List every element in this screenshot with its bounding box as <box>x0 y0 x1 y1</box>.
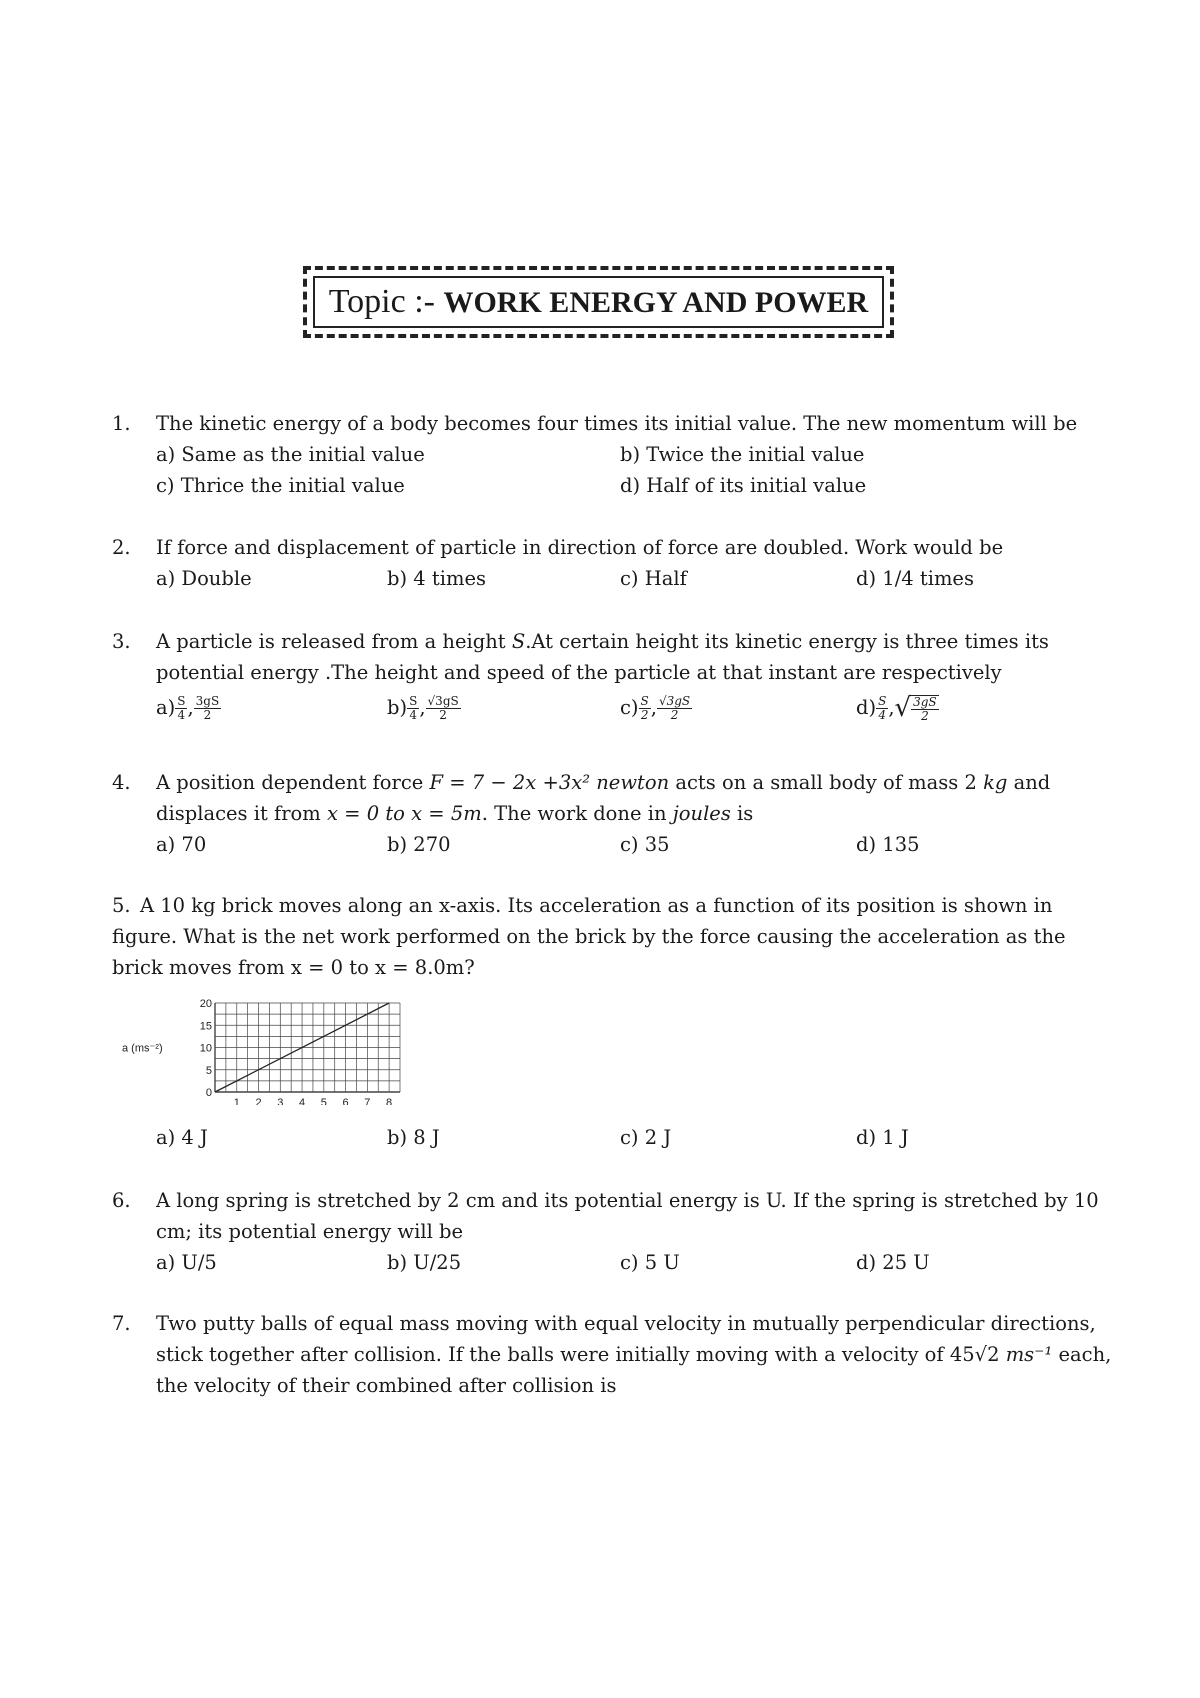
question-1 <box>112 408 1092 508</box>
question-6 <box>112 1185 1102 1285</box>
unit-joules: joules <box>672 802 731 825</box>
unit-kg: kg <box>983 771 1008 794</box>
question-text-line-1: A 10 kg brick moves along an x-axis. Its acceleration as a function of its position is shown in <box>140 894 1053 917</box>
title-box <box>303 266 894 338</box>
text-part: . The work done in <box>481 802 673 825</box>
denominator: 2 <box>439 708 447 722</box>
option-c[interactable]: c) Thrice the initial value <box>156 474 405 497</box>
y-tick-label: 0 <box>205 1087 212 1099</box>
option-b[interactable]: b) 8 J <box>387 1126 440 1149</box>
x-tick-label: 6 <box>342 1097 349 1105</box>
question-text-line-2: potential energy .The height and speed of the particle at that instant are respectively <box>156 661 1002 684</box>
option-d[interactable]: d) Half of its initial value <box>620 474 867 497</box>
range-expression: x = 0 to x = 5m <box>326 802 482 825</box>
option-c[interactable]: c) 2 J <box>620 1126 672 1149</box>
option-a[interactable]: a) 70 <box>156 833 207 856</box>
option-c[interactable]: c) 35 <box>620 833 670 856</box>
denominator: 2 <box>921 708 929 723</box>
text-part: each, <box>1052 1343 1112 1366</box>
question-3 <box>112 626 1092 736</box>
force-equation: F = 7 − 2x +3x² newton <box>429 771 670 794</box>
question-text-line-2 <box>156 798 753 829</box>
question-text: If force and displacement of particle in direction of force are doubled. Work would be <box>156 536 1004 559</box>
x-tick-label: 8 <box>386 1097 393 1105</box>
option-label: c) <box>620 696 639 719</box>
y-tick-label: 10 <box>199 1042 212 1055</box>
x-tick-label: 2 <box>255 1097 262 1105</box>
question-number: 7. <box>112 1312 131 1335</box>
denominator: 4 <box>878 708 887 722</box>
option-c[interactable]: c) 5 U <box>620 1251 680 1274</box>
option-d[interactable]: d) 1 J <box>856 1126 909 1149</box>
fraction <box>657 695 692 722</box>
option-b[interactable]: b) 270 <box>387 833 451 856</box>
numerator: S <box>640 694 649 708</box>
question-text-line-1 <box>156 767 1050 798</box>
fraction <box>194 695 222 722</box>
question-number: 6. <box>112 1189 131 1212</box>
option-label: d) <box>856 696 877 719</box>
x-tick-label: 7 <box>364 1097 371 1105</box>
denominator: 2 <box>670 708 679 722</box>
question-number: 3. <box>112 630 131 653</box>
question-5-options <box>112 1122 1092 1157</box>
y-axis-label: a (ms⁻²) <box>122 1042 163 1055</box>
numerator: √3gS <box>427 694 459 708</box>
question-number: 2. <box>112 536 131 559</box>
x-tick-label: 5 <box>320 1097 327 1105</box>
denominator: 2 <box>203 708 212 722</box>
numerator: S <box>177 694 186 708</box>
numerator: 3gS <box>913 694 937 709</box>
question-text-line-1: Two putty balls of equal mass moving with equal velocity in mutually perpendicular directions, <box>156 1312 1096 1335</box>
option-label: a) <box>156 696 176 719</box>
question-7 <box>112 1308 1112 1408</box>
numerator: S <box>878 694 887 708</box>
option-d[interactable]: d) $\frac{S}{4}$ ,√ $\frac{3gS}{2}$ <box>856 693 937 723</box>
question-text-line-2 <box>156 1339 1111 1370</box>
fraction <box>911 695 939 723</box>
x-tick-label: 3 <box>277 1097 284 1105</box>
option-a[interactable]: a) $\frac{S}{4}$ , $\frac{3gS}{2}$ <box>156 694 220 722</box>
x-tick-label: 4 <box>298 1097 306 1105</box>
title-topic: WORK ENERGY AND POWER <box>443 286 869 319</box>
question-text-line-1 <box>156 626 1049 657</box>
denominator: 4 <box>409 708 418 722</box>
denominator: 4 <box>177 708 186 722</box>
question-text-line-2: figure. What is the net work performed on the brick by the force causing the acceleration as the <box>112 925 1066 948</box>
option-label: b) <box>387 696 408 719</box>
option-a[interactable]: a) Same as the initial value <box>156 443 425 466</box>
text-part: .At certain height its kinetic energy is three times its <box>525 630 1049 653</box>
denominator: 2 <box>640 708 649 722</box>
question-text: The kinetic energy of a body becomes four times its initial value. The new momentum will be <box>156 412 1078 435</box>
question-2 <box>112 532 1092 602</box>
text-part: A position dependent force <box>156 771 430 794</box>
option-c[interactable]: c) $\frac{S}{2}$ , $\frac{√3gS}{2}$ <box>620 694 691 722</box>
option-b[interactable]: b) $\frac{S}{4}$ , $\frac{√3gS}{2}$ <box>387 694 459 722</box>
numerator: √3gS <box>658 694 691 708</box>
question-4 <box>112 767 1092 867</box>
option-b[interactable]: b) 4 times <box>387 567 487 590</box>
option-d[interactable]: d) 135 <box>856 833 920 856</box>
x-tick-label: 1 <box>233 1097 240 1105</box>
question-5 <box>112 890 1092 990</box>
title-inner-border <box>313 276 884 328</box>
option-a[interactable]: a) U/5 <box>156 1251 217 1274</box>
text-part: A particle is released from a height <box>156 630 512 653</box>
y-tick-label: 5 <box>205 1064 212 1077</box>
acceleration-graph <box>120 995 410 1105</box>
fraction <box>426 695 461 722</box>
question-text-line-1: A long spring is stretched by 2 cm and its potential energy is U. If the spring is stretched by 10 <box>156 1189 1099 1212</box>
y-tick-label: 20 <box>199 998 212 1010</box>
fraction <box>407 695 419 722</box>
y-tick-label: 15 <box>199 1020 212 1033</box>
question-text-line-2: cm; its potential energy will be <box>156 1220 464 1243</box>
option-c[interactable]: c) Half <box>620 567 687 590</box>
option-a[interactable]: a) 4 J <box>156 1126 208 1149</box>
sqrt-icon: √ <box>894 693 912 723</box>
title-prefix: Topic :- <box>328 283 435 320</box>
question-number: 4. <box>112 771 131 794</box>
option-b[interactable]: b) Twice the initial value <box>620 443 865 466</box>
text-part: acts on a small body of mass 2 <box>669 771 984 794</box>
option-d[interactable]: d) 1/4 times <box>856 567 974 590</box>
unit-ms: ms⁻¹ <box>1005 1343 1053 1366</box>
page-title <box>329 283 868 321</box>
question-number: 5. <box>112 894 131 917</box>
fraction <box>639 695 651 722</box>
option-d[interactable]: d) 25 U <box>856 1251 930 1274</box>
fraction <box>175 695 187 722</box>
option-b[interactable]: b) U/25 <box>387 1251 462 1274</box>
option-a[interactable]: a) Double <box>156 567 252 590</box>
text-part: is <box>730 802 754 825</box>
text-part: stick together after collision. If the balls were initially moving with a velocity of 45√2 <box>156 1343 1006 1366</box>
question-text-line-3: the velocity of their combined after collision is <box>156 1374 617 1397</box>
variable-s: S <box>511 630 526 653</box>
numerator: 3gS <box>195 694 220 708</box>
question-number: 1. <box>112 412 131 435</box>
question-text-line-3: brick moves from x = 0 to x = 8.0m? <box>112 956 475 979</box>
text-part: displaces it from <box>156 802 327 825</box>
text-part: and <box>1007 771 1051 794</box>
fraction <box>876 695 888 722</box>
numerator: S <box>409 694 418 708</box>
